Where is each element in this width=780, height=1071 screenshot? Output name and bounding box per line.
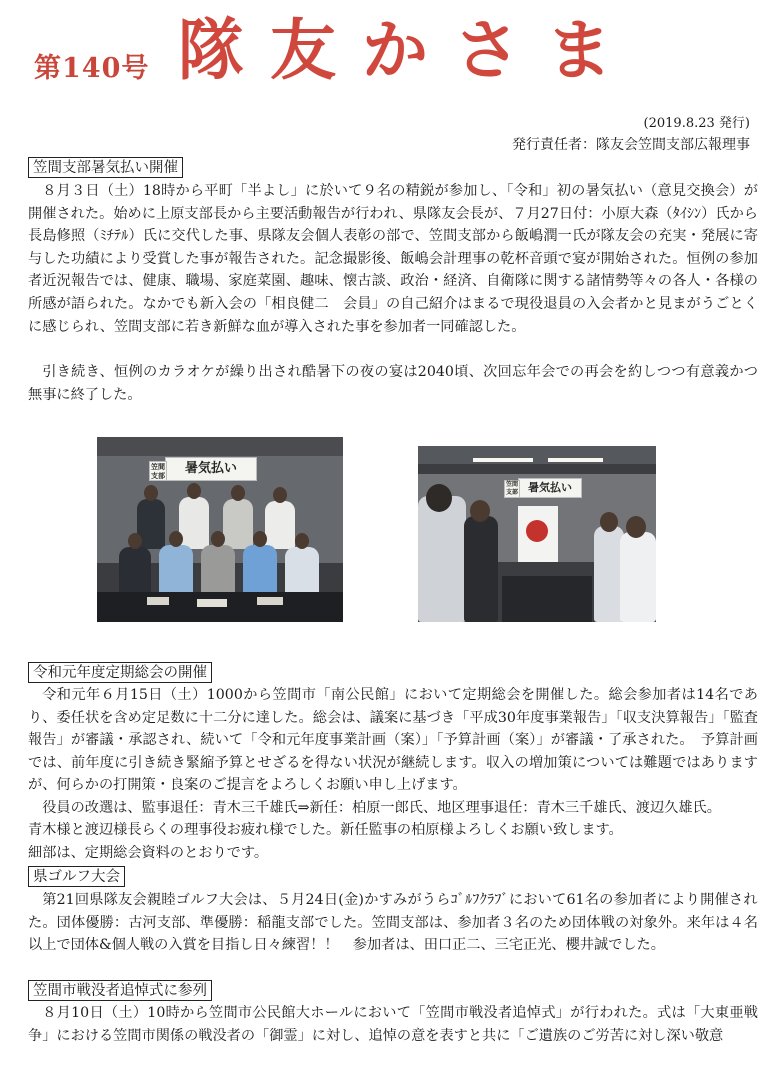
photo1-banner: 暑気払い (165, 457, 257, 481)
issue-number: 第140号 (34, 53, 150, 84)
newsletter-title: 隊友かさま (178, 11, 638, 89)
section-heading-golf: 県ゴルフ大会 (28, 866, 125, 887)
section2-paragraph-4: 細部は、定期総会資料のとおりです。 (28, 845, 269, 861)
section3-paragraph-1: 第21回県隊友会親睦ゴルフ大会は、５月24日(金)かすみがうらｺﾞﾙﾌｸﾗﾌﾞにおいて61名の参加者により開催された。団体優勝：古河支部、準優勝：稲龍支部でした。笠間支部は、参加者３名のため団体戦の対象外。来年は４名以上で団体&個人戦の入賞を目指し日々練習！！ 参加者は、田口正二、三宅正光、櫻井誠でした。 (28, 892, 758, 954)
photo-group-portrait (97, 437, 343, 622)
section2-paragraph-1: 令和元年６月15日（土）1000から笠間市「南公民館」において定期総会を開催した。総会参加者は14名であり、委任状を含め定足数に十二分に達した。総会は、議案に基づき「平成30年度事業報告」「収支決算報告」「監査報告」が審議・承認され、続いて「令和元年度事業計画（案）」「予算計画（案）」が審議・了承された。 予算計画では、前年度に引き続き緊縮予算とせざるを得ない状況が継続します。収入の増加策については難題ではありますが、何らかの打開策・良案のご提言をよろしくお願い申し上げます。 (28, 687, 758, 794)
photo2-banner: 暑気払い (518, 478, 582, 498)
section2-paragraph-3: 青木様と渡辺様長らくの理事役お疲れ様でした。新任監事の柏原様よろしくお願い致します。 (28, 822, 623, 838)
section-heading-general-meeting: 令和元年度定期総会の開催 (28, 662, 212, 683)
section4-paragraph-1: ８月10日（土）10時から笠間市公民館大ホールにおいて「笠間市戦没者追悼式」が行われた。式は「大東亜戦争」における笠間市関係の戦没者の「御霊」に対し、追悼の意を表すと共に「ご遺族のご労苦に対し深い敬意 (28, 1005, 758, 1044)
publish-date: (2019.8.23 発行) (643, 116, 750, 131)
section-heading-summer-party: 笠間支部暑気払い開催 (28, 157, 183, 178)
masthead (0, 0, 780, 110)
photo-banquet-room (418, 446, 656, 622)
editor-credit: 発行責任者：隊友会笠間支部広報理事 (512, 137, 750, 153)
section1-paragraph-1: ８月３日（土）18時から平町「半よし」に於いて９名の精鋭が参加し、「令和」初の暑気払い（意見交換会）が開催された。始めに上原支部長から主要活動報告が行われ、県隊友会長が、７月27日付：小原大森（ﾀｲｼﾝ）氏から長島修照（ﾐﾁﾃﾙ）氏に交代した事、県隊友会個人表彰の部で、笠間支部から飯嶋潤一氏が隊友会の充実・発展に寄与した功績により受賞した事が報告された。記念撮影後、飯嶋会計理事の乾杯音頭で宴が開始された。恒例の参加者近況報告では、健康、職場、家庭菜園、趣味、懐古談、政治・経済、自衛隊に関する諸情勢等々の各人・各様の所感が語られた。なかでも新入会の「相良健二 会員」の自己紹介はまるで現役退員の入会者かと見まがうごとくに感じられ、笠間支部に若き新鮮な血が導入された事を参加者一同確認した。 (28, 183, 758, 335)
photo2-sign: 笠間支部 (505, 481, 518, 496)
section-heading-memorial: 笠間市戦没者追悼式に参列 (28, 980, 212, 1001)
photo1-sign: 笠間支部 (151, 462, 165, 480)
section2-paragraph-2: 役員の改選は、監事退任：青木三千雄氏⇒新任：柏原一郎氏、地区理事退任：青木三千雄氏、渡辺久雄氏。 (42, 800, 721, 816)
section1-paragraph-2: 引き続き、恒例のカラオケが繰り出され酷暑下の夜の宴は2040頃、次回忘年会での再会を約しつつ有意義かつ無事に終了した。 (28, 364, 758, 403)
